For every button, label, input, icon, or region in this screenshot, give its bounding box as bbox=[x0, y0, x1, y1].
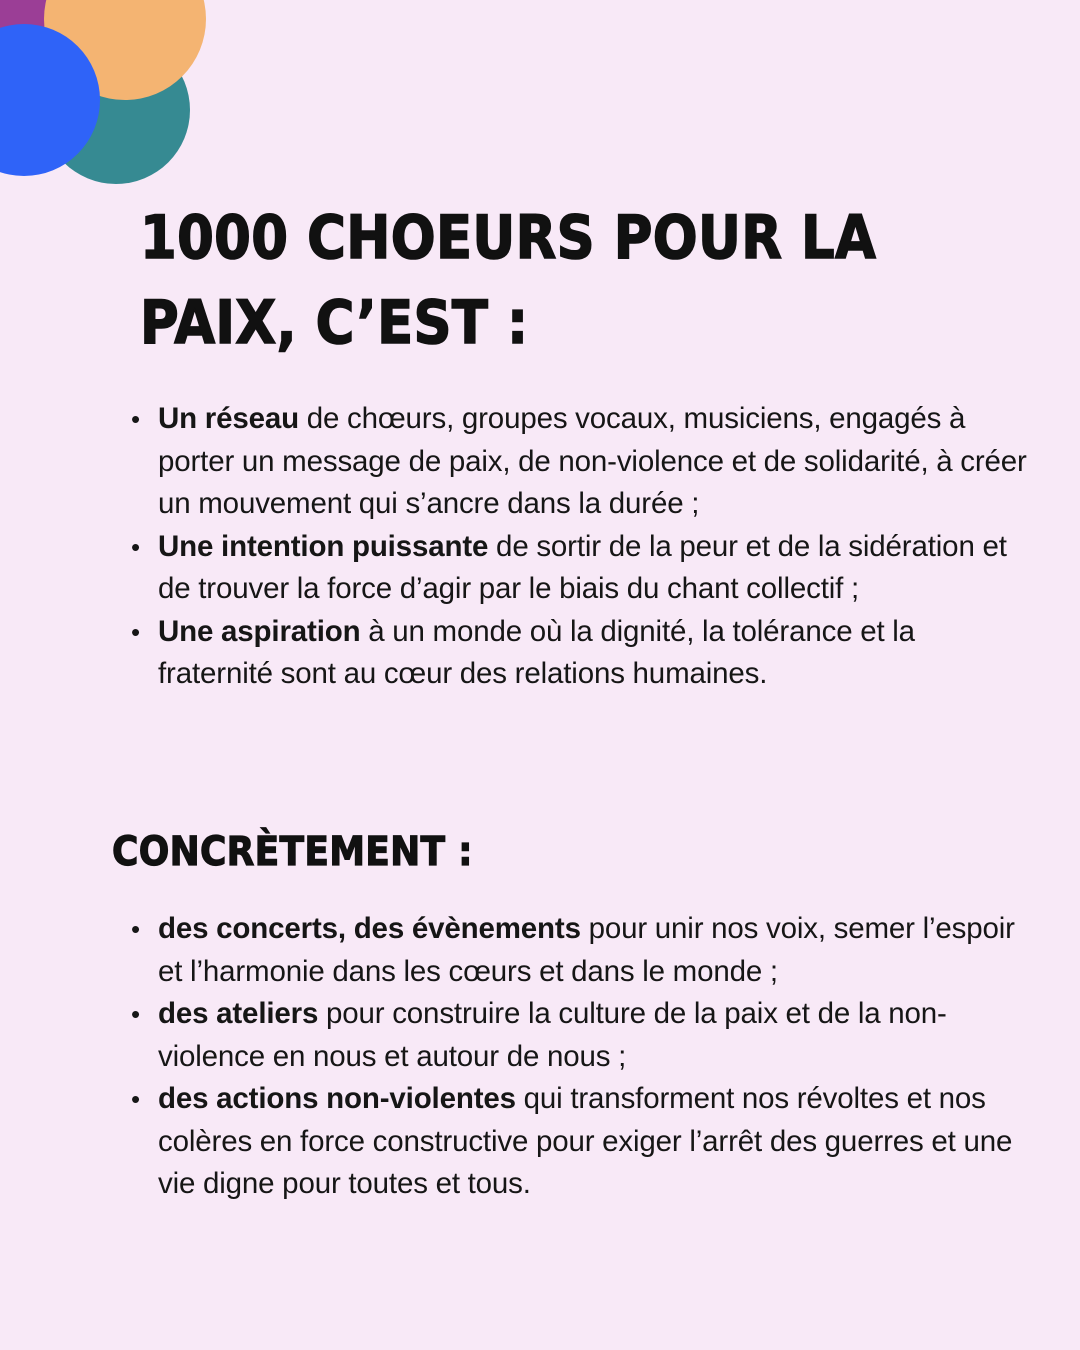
list-item-lead: Un réseau bbox=[158, 402, 299, 435]
list-item-body: pour construire la culture de la paix et de la non-violence en nous et autour de nous ; bbox=[158, 997, 947, 1073]
list-item-lead: des ateliers bbox=[158, 997, 319, 1030]
list-item-lead: Une aspiration bbox=[158, 614, 361, 648]
definition-bullet-list bbox=[118, 398, 1028, 696]
list-item-body: qui transforment nos révoltes et nos colères en force constructive pour exiger l’arrêt des guerres et une vie digne pour toutes et tous. bbox=[158, 1082, 1013, 1200]
list-item bbox=[158, 1078, 1028, 1206]
list-item bbox=[158, 993, 1028, 1078]
list-item-body: de chœurs, groupes vocaux, musiciens, engagés à porter un message de paix, de non-violence et de solidarité, à créer un mouvement qui s’ancre dans la durée ; bbox=[158, 402, 1027, 520]
list-item bbox=[158, 398, 1028, 526]
list-item bbox=[158, 908, 1028, 993]
section-heading-concretement: CONCRÈTEMENT : bbox=[112, 829, 473, 875]
list-item-body: à un monde où la dignité, la tolérance et la fraternité sont au cœur des relations humaines. bbox=[158, 614, 915, 690]
list-item-lead: Une intention puissante bbox=[158, 529, 489, 563]
list-item bbox=[158, 526, 1028, 611]
list-item-body: pour unir nos voix, semer l’espoir et l’harmonie dans les cœurs et dans le monde ; bbox=[158, 912, 1015, 988]
list-item-body: de sortir de la peur et de la sidération et de trouver la force d’agir par le biais du chant collectif ; bbox=[158, 529, 1007, 605]
list-item-lead: des concerts, des évènements bbox=[158, 912, 581, 945]
page-title: 1000 CHOEURS POUR LA PAIX, C’EST : bbox=[140, 203, 877, 359]
list-item bbox=[158, 611, 1028, 696]
concretement-bullet-list bbox=[118, 908, 1028, 1206]
list-item-lead: des actions non-violentes bbox=[158, 1082, 516, 1115]
